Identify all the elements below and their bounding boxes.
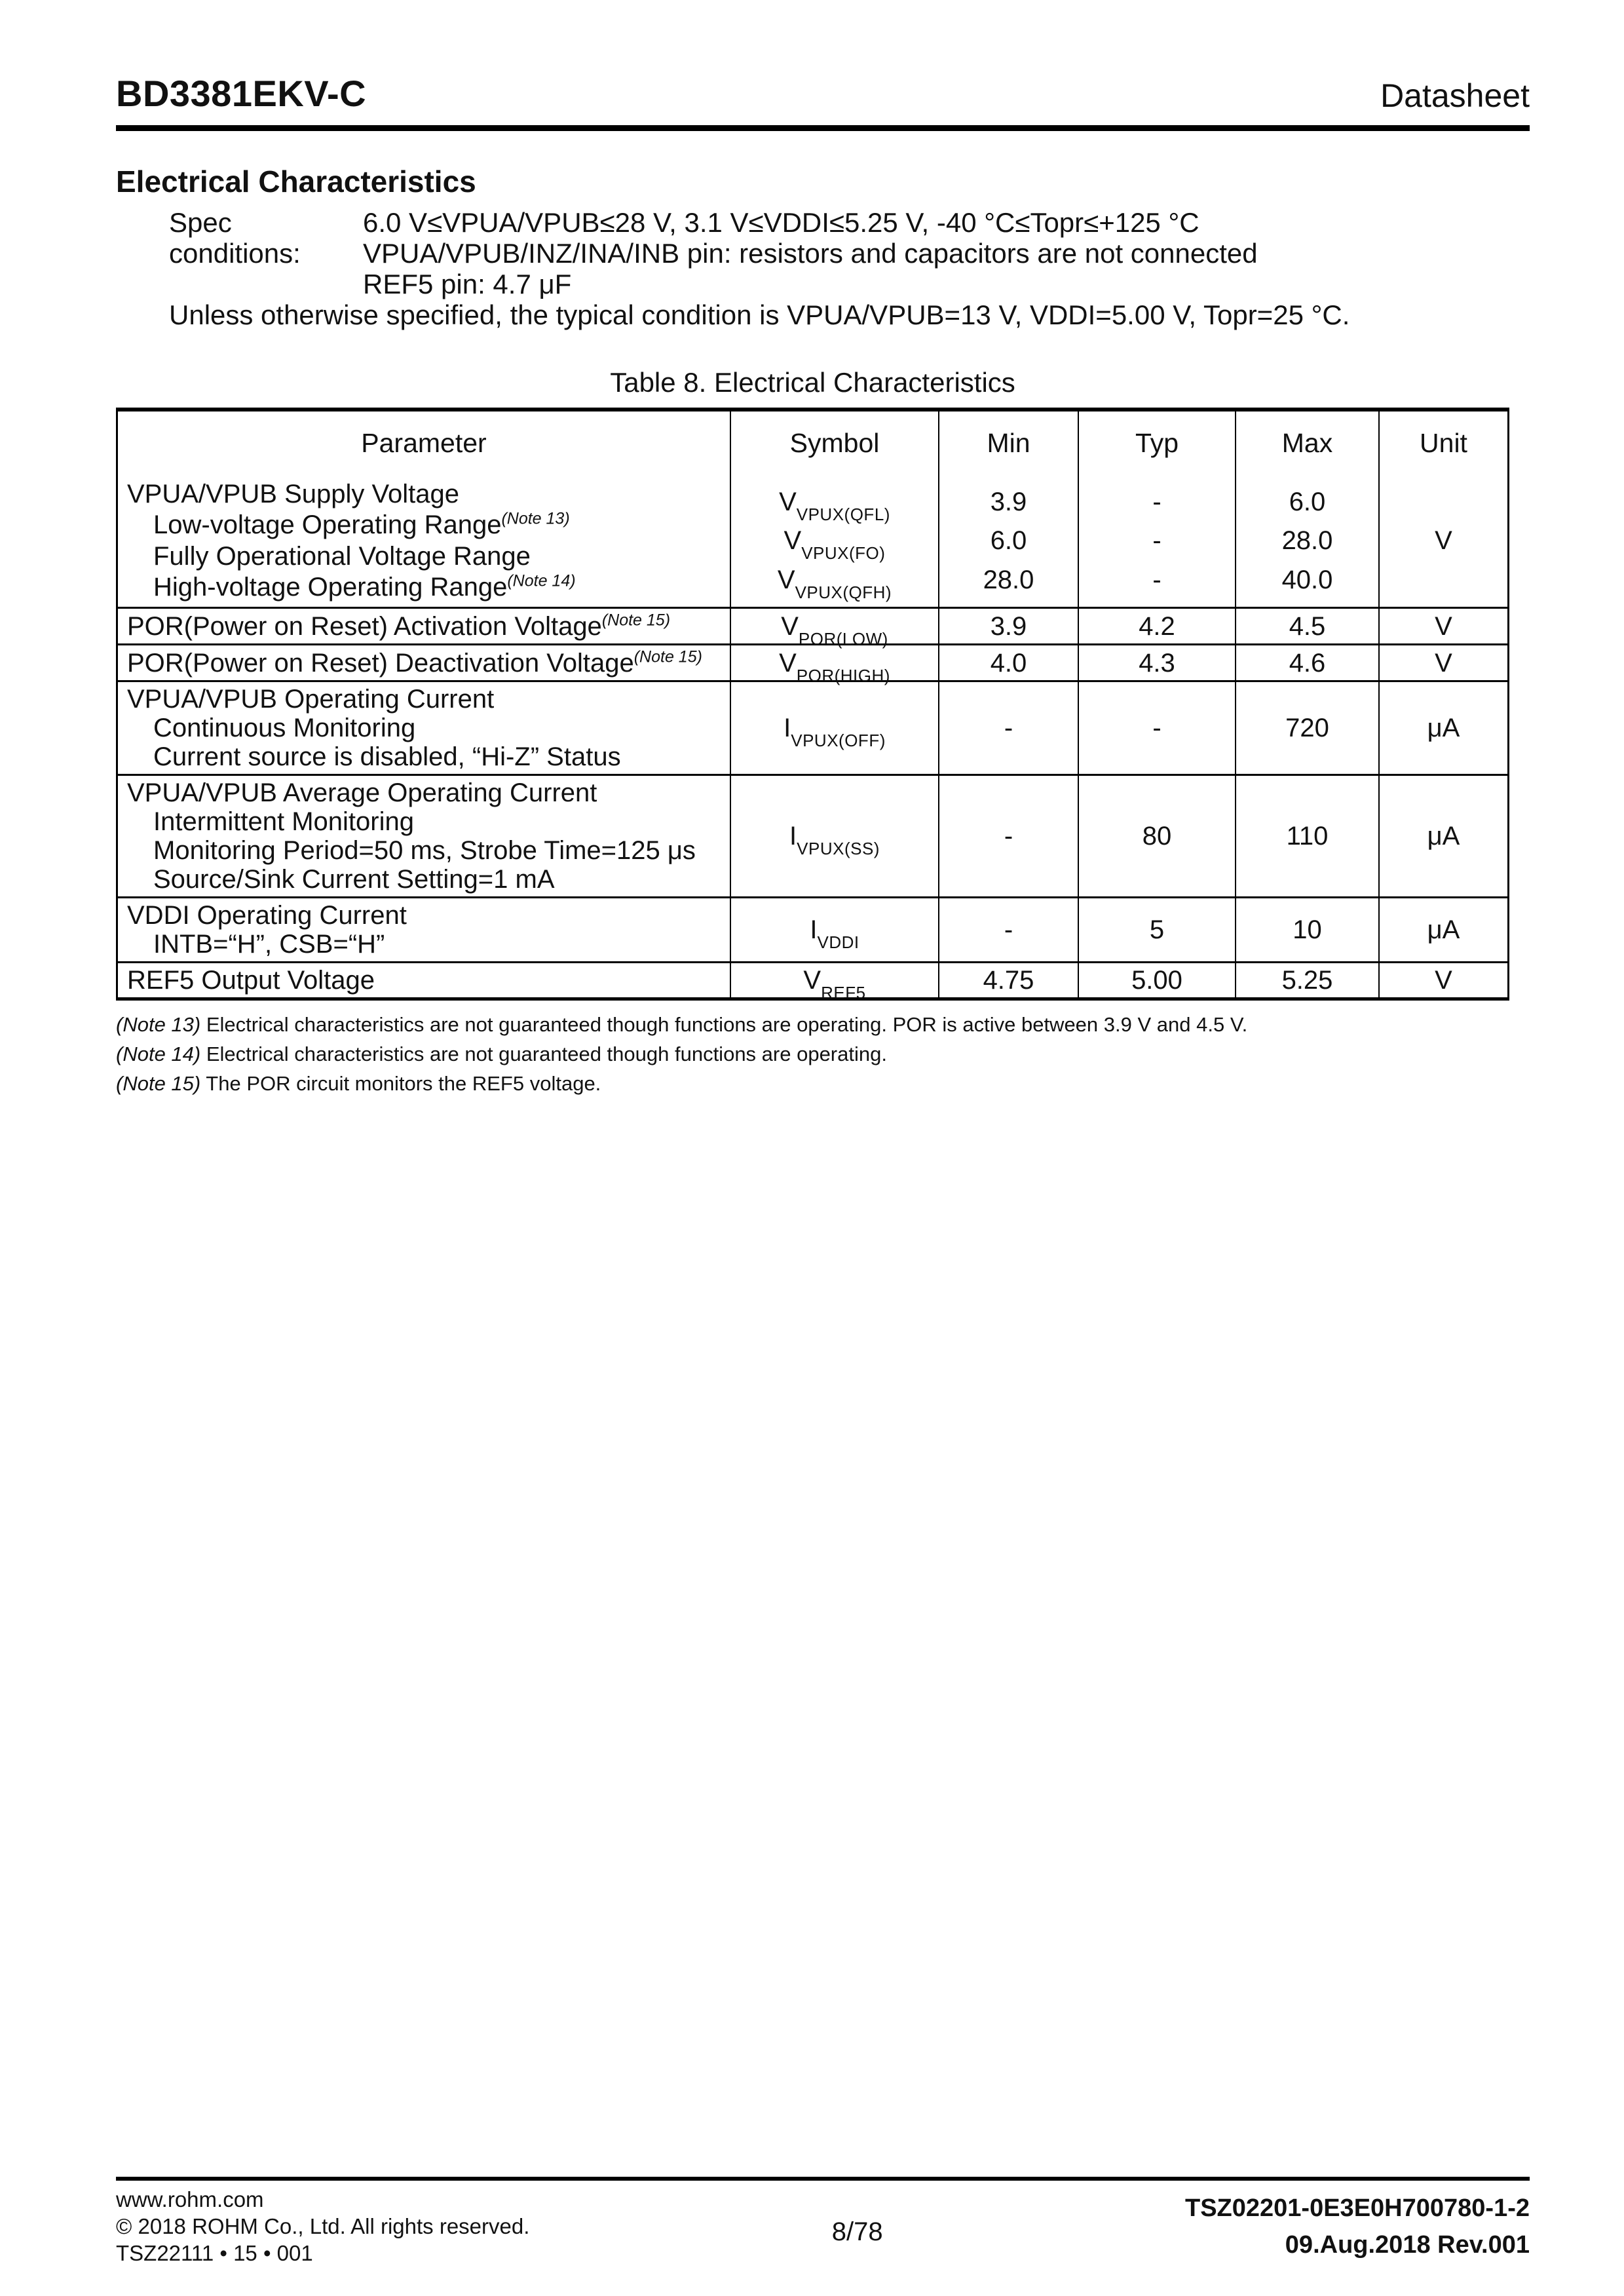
parameter-text <box>127 807 721 836</box>
max-value: 4.5 <box>1289 611 1326 641</box>
page-number: 8/78 <box>831 2217 883 2246</box>
parameter-label: Continuous Monitoring <box>153 714 416 742</box>
parameter-label: Intermittent Monitoring <box>153 807 414 836</box>
symbol-base: V <box>781 611 799 641</box>
min-value: 4.75 <box>983 966 1034 995</box>
parameter-label: High-voltage Operating Range <box>153 573 508 602</box>
symbol-subscript: POR(HIGH) <box>796 665 890 685</box>
unit-cell <box>1378 776 1507 896</box>
parameter-text <box>127 865 721 894</box>
max-value: 5.25 <box>1281 966 1333 995</box>
note-ref: (Note 14) <box>507 572 576 591</box>
parameter-label: Current source is disabled, “Hi-Z” Status <box>153 742 621 771</box>
footer-revision: 09.Aug.2018 Rev.001 <box>1285 2231 1530 2259</box>
symbol <box>810 915 859 952</box>
symbol <box>789 822 880 858</box>
header-rule <box>116 125 1530 131</box>
typ-value: 5 <box>1149 915 1165 944</box>
note-ref: (Note 15) <box>601 611 671 630</box>
table-row <box>118 474 1507 607</box>
symbol-cell <box>730 645 938 685</box>
min-cell <box>938 963 1078 997</box>
header-cell-parameter: Parameter <box>361 428 487 458</box>
parameter-label: Monitoring Period=50 ms, Strobe Time=125 μs <box>153 836 696 865</box>
min-value: 3.9 <box>990 611 1027 641</box>
min-cell <box>938 609 1078 643</box>
header-cell-max: Max <box>1235 411 1378 474</box>
max-value: 110 <box>1286 822 1329 851</box>
parameter-cell <box>118 682 730 774</box>
unit-value: μA <box>1427 714 1460 742</box>
typ-value: 4.2 <box>1139 611 1175 641</box>
max-cell <box>1235 474 1378 607</box>
symbol-base: V <box>803 966 821 995</box>
min-cell <box>938 645 1078 680</box>
symbol-base: I <box>789 822 797 851</box>
footer-website: www.rohm.com <box>116 2187 264 2211</box>
product-name: BD3381EKV-C <box>116 73 367 114</box>
table-row <box>118 643 1507 685</box>
symbol <box>781 611 888 649</box>
table-title: Table 8. Electrical Characteristics <box>610 367 1015 398</box>
note-label: (Note 15) <box>116 1072 201 1095</box>
note-line <box>116 1010 1530 1039</box>
min-cell <box>938 474 1078 607</box>
typ-value: - <box>1152 487 1161 516</box>
unit-cell <box>1378 963 1507 997</box>
parameter-cell <box>118 776 730 896</box>
parameter-text <box>127 778 721 807</box>
footer-left-block <box>116 2186 529 2267</box>
max-value: 4.6 <box>1289 648 1326 678</box>
unit-cell <box>1378 474 1507 607</box>
symbol-subscript: VPUX(QFL) <box>796 504 890 524</box>
max-value: 10 <box>1293 915 1322 944</box>
unit-cell <box>1378 609 1507 643</box>
parameter-cell <box>118 645 730 680</box>
symbol-cell <box>730 474 938 607</box>
parameter-text <box>127 542 721 571</box>
symbol-subscript: VDDI <box>817 932 859 952</box>
table-body <box>118 474 1507 1003</box>
min-cell <box>938 776 1078 896</box>
symbol-base: V <box>779 487 797 516</box>
min-cell <box>938 682 1078 774</box>
header-cell-typ: Typ <box>1078 411 1235 474</box>
spec-line: REF5 pin: 4.7 μF <box>363 269 572 299</box>
typ-value: 5.00 <box>1131 966 1182 995</box>
note-text: Electrical characteristics are not guaranteed though functions are operating. POR is active between 3.9 V and 4.5 V. <box>206 1013 1248 1036</box>
unit-value: V <box>1435 966 1452 995</box>
table-row <box>118 961 1507 1003</box>
max-cell <box>1235 963 1378 997</box>
symbol-subscript: REF5 <box>821 983 866 1003</box>
typ-value: - <box>1152 526 1161 555</box>
typ-value: - <box>1152 714 1161 742</box>
max-value: 28.0 <box>1281 526 1333 555</box>
typ-value: 80 <box>1142 822 1172 851</box>
max-cell <box>1235 609 1378 643</box>
note-label: (Note 14) <box>116 1043 201 1065</box>
symbol-subscript: POR(LOW) <box>798 628 888 649</box>
typ-value: 4.3 <box>1139 648 1175 678</box>
unit-value: V <box>1435 648 1452 678</box>
unit-value: μA <box>1427 822 1460 851</box>
max-value: 720 <box>1285 714 1329 742</box>
footer-right-block <box>1185 2186 1530 2267</box>
symbol-cell <box>730 898 938 961</box>
parameter-text <box>127 901 721 930</box>
parameter-text <box>127 649 721 678</box>
symbol-base: I <box>810 915 818 944</box>
note-text: The POR circuit monitors the REF5 voltage. <box>206 1072 601 1095</box>
parameter-label: VDDI Operating Current <box>127 901 407 930</box>
note-label: (Note 13) <box>116 1013 201 1036</box>
min-value: - <box>1004 822 1013 851</box>
parameter-label: Source/Sink Current Setting=1 mA <box>153 865 555 894</box>
symbol <box>779 648 890 685</box>
footer-doc-id: TSZ02201-0E3E0H700780-1-2 <box>1184 2194 1530 2222</box>
typ-cell <box>1078 609 1235 643</box>
parameter-cell <box>118 474 730 607</box>
unit-cell <box>1378 898 1507 961</box>
spec-conditions-lines <box>363 207 1530 299</box>
parameter-cell <box>118 609 730 643</box>
symbol <box>784 714 886 750</box>
table-row <box>118 774 1507 896</box>
parameter-label: VPUA/VPUB Supply Voltage <box>127 479 459 508</box>
typ-cell <box>1078 776 1235 896</box>
typ-cell <box>1078 474 1235 607</box>
footer-doc-code: TSZ22111 • 15 • 001 <box>116 2241 313 2265</box>
min-value: 28.0 <box>983 565 1034 594</box>
max-cell <box>1235 898 1378 961</box>
parameter-label: INTB=“H”, CSB=“H” <box>153 930 385 959</box>
parameter-label: VPUA/VPUB Operating Current <box>127 685 495 714</box>
unit-cell <box>1378 645 1507 680</box>
parameter-text <box>127 685 721 714</box>
electrical-characteristics-table <box>116 408 1509 1001</box>
symbol-base: V <box>779 648 797 678</box>
symbol-cell <box>730 776 938 896</box>
note-line <box>116 1039 1530 1069</box>
notes-block <box>116 1010 1530 1098</box>
max-value: 6.0 <box>1289 487 1326 516</box>
parameter-text <box>127 573 721 602</box>
page-footer <box>116 2177 1530 2267</box>
unit-value: μA <box>1427 915 1460 944</box>
parameter-label: POR(Power on Reset) Deactivation Voltage <box>127 648 634 678</box>
table-row <box>118 680 1507 774</box>
max-value: 40.0 <box>1281 565 1333 594</box>
spec-conditions <box>169 207 1530 299</box>
max-cell <box>1235 776 1378 896</box>
note-line <box>116 1069 1530 1098</box>
footer-columns <box>116 2186 1530 2267</box>
symbol <box>803 966 866 1003</box>
doc-type-label: Datasheet <box>1380 77 1530 114</box>
note-text: Electrical characteristics are not guaranteed though functions are operating. <box>206 1043 887 1065</box>
table-header-row <box>118 411 1507 474</box>
symbol-base: V <box>784 526 802 555</box>
max-cell <box>1235 682 1378 774</box>
typ-value: - <box>1152 565 1161 594</box>
parameter-text <box>127 612 721 641</box>
header-cell-symbol: Symbol <box>730 411 938 474</box>
note-ref: (Note 13) <box>501 509 570 528</box>
symbol-subscript: VPUX(OFF) <box>791 731 886 750</box>
symbol-base: I <box>784 714 791 742</box>
parameter-text <box>127 510 721 539</box>
parameter-label: REF5 Output Voltage <box>127 966 375 995</box>
typ-cell <box>1078 963 1235 997</box>
parameter-cell <box>118 963 730 997</box>
parameter-label: VPUA/VPUB Average Operating Current <box>127 778 597 807</box>
unit-cell <box>1378 682 1507 774</box>
page-content <box>116 0 1530 1098</box>
symbol <box>779 487 890 524</box>
symbol-cell <box>730 963 938 1003</box>
parameter-label: POR(Power on Reset) Activation Voltage <box>127 611 602 641</box>
footer-copyright: © 2018 ROHM Co., Ltd. All rights reserved. <box>116 2214 530 2238</box>
note-ref: (Note 15) <box>633 647 702 666</box>
parameter-text <box>127 930 721 959</box>
symbol <box>777 565 892 602</box>
max-cell <box>1235 645 1378 680</box>
parameter-label: Low-voltage Operating Range <box>153 510 502 540</box>
parameter-label: Fully Operational Voltage Range <box>153 541 531 571</box>
footer-rule <box>116 2177 1530 2181</box>
symbol-base: V <box>777 565 795 594</box>
symbol-cell <box>730 682 938 774</box>
parameter-text <box>127 480 721 508</box>
symbol-cell <box>730 609 938 649</box>
min-value: 3.9 <box>990 487 1027 516</box>
spec-line: 6.0 V≤VPUA/VPUB≤28 V, 3.1 V≤VDDI≤5.25 V, -40 °C≤Topr≤+125 °C <box>363 207 1199 238</box>
min-value: 6.0 <box>990 526 1027 555</box>
unit-value: V <box>1435 526 1452 555</box>
parameter-text <box>127 742 721 771</box>
section-title: Electrical Characteristics <box>116 164 476 199</box>
symbol <box>784 526 886 563</box>
min-value: 4.0 <box>990 648 1027 678</box>
parameter-text <box>127 836 721 865</box>
parameter-text <box>127 714 721 742</box>
header-cell-unit: Unit <box>1378 411 1507 474</box>
min-value: - <box>1004 915 1013 944</box>
unit-value: V <box>1435 611 1452 641</box>
spec-line: VPUA/VPUB/INZ/INA/INB pin: resistors and capacitors are not connected <box>363 238 1258 269</box>
min-value: - <box>1004 714 1013 742</box>
table-row <box>118 896 1507 961</box>
symbol-subscript: VPUX(SS) <box>797 839 880 858</box>
symbol-subscript: VPUX(QFH) <box>795 582 892 602</box>
header-cell-min: Min <box>938 411 1078 474</box>
typical-condition-text: Unless otherwise specified, the typical condition is VPUA/VPUB=13 V, VDDI=5.00 V, Topr=25 °C. <box>169 299 1350 330</box>
typ-cell <box>1078 645 1235 680</box>
parameter-cell <box>118 898 730 961</box>
parameter-text <box>127 966 721 995</box>
min-cell <box>938 898 1078 961</box>
spec-conditions-label: Spec conditions: <box>169 207 301 269</box>
page-header <box>116 0 1530 115</box>
typ-cell <box>1078 682 1235 774</box>
typ-cell <box>1078 898 1235 961</box>
table-row <box>118 607 1507 649</box>
symbol-subscript: VPUX(FO) <box>801 543 886 563</box>
